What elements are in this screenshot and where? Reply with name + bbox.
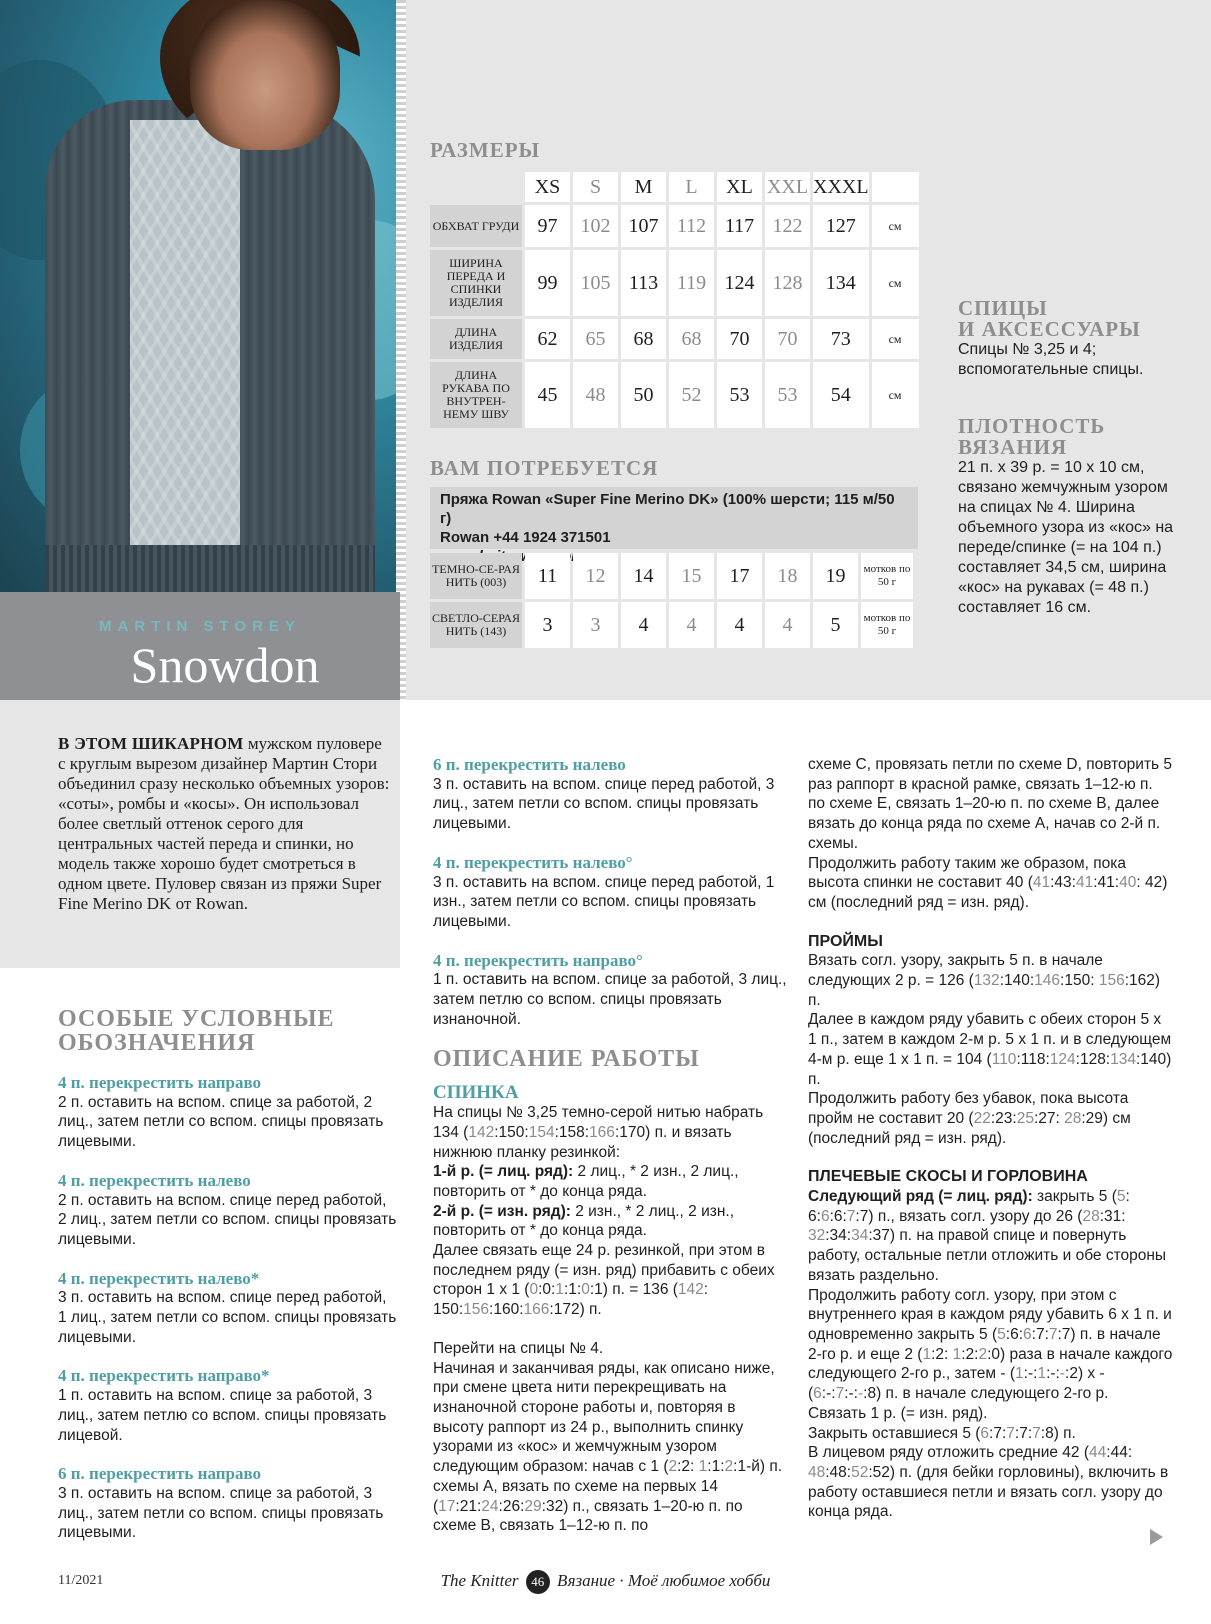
abbreviation-text: 1 п. оставить на вспом. спице за работой, 3 лиц., затем петлю со вспом. спицы провязать лицевой. xyxy=(58,1387,387,1444)
abbreviation-text: 2 п. оставить на вспом. спице перед работой, 2 лиц., затем петли со вспом. спицы провязать лицевыми. xyxy=(58,1191,397,1248)
table-cell: 48 xyxy=(573,362,618,428)
phone-line: Rowan +44 1924 371501 xyxy=(440,529,611,546)
table-cell: 3 xyxy=(573,602,618,648)
table-cell: 70 xyxy=(717,319,762,359)
size-header: M xyxy=(621,172,666,202)
table-cell: 124 xyxy=(717,250,762,316)
back-text: схеме С, провязать петли по схеме D, повторить 5 раз раппорт в красной рамке, связать 1–12-ю п. по схеме Е, связать 1–20-ю п. по схеме В, далее вязать до конца ряда по схеме А, начав со 2-й п. схемы. Продолжить работу таким же образом, пока высота спинки не составит 40 (41:43:41:41:40: 42) см (последний ряд = изн. ряд). xyxy=(808,756,1173,911)
abbreviation-text: 3 п. оставить на вспом. спице за работой, 3 лиц., затем петли со вспом. спицы провязать лицевыми. xyxy=(58,1484,384,1542)
abbreviations-heading xyxy=(58,1007,398,1055)
needles-heading-line: СПИЦЫ xyxy=(958,296,1048,320)
table-cell: 50 xyxy=(621,362,666,428)
needles-heading-line: И АКСЕССУАРЫ xyxy=(958,317,1141,341)
abbreviation-title: 4 п. перекрестить налево* xyxy=(58,1268,260,1288)
armholes-heading: ПРОЙМЫ xyxy=(808,932,883,950)
yarn-info xyxy=(430,487,918,549)
size-header: XL xyxy=(717,172,762,202)
table-cell: 11 xyxy=(525,553,570,599)
unit-cell: см xyxy=(872,205,919,247)
table-cell: 107 xyxy=(621,205,666,247)
abbreviation-title: 6 п. перекрестить направо xyxy=(58,1464,262,1484)
table-cell: 97 xyxy=(525,205,570,247)
shoulders-text: Следующий ряд (= лиц. ряд): закрыть 5 (5: 6:6:6:7:7) п., вязать согл. узору до 26 (28:31: 32:34:34:37) п. на правой спице и повернуть работу, остальные петли отложить и обе стороны вязать раздельно. Продолжить работу согл. узору, при этом с внутреннего края в каждом ряду убавить 6 х 1 п. и одновременно закрыть 5 (5:6:6:7:7:7) п. в начале 2-го р. и еще 2 (1:2: 1:2:2:0) раза в начале каждого следующего 2-го р., затем - (1:-:1:-:-:2) х - (6:-:7:-:-:8) п. в начале следующего 2-го р. Связать 1 р. (= изн. ряд). Закрыть оставшиеся 5 (6:7:7:7:7:8) п. В лицевом ряду отложить средние 42 (44:44: 48:48:52:52) п. (для бейки горловины), включить в работу оставшиеся петли и вязать согл. узору до конца ряда. xyxy=(808,1188,1173,1521)
size-header: S xyxy=(573,172,618,202)
yarn-line: Пряжа Rowan «Super Fine Merino DK» (100% шерсти; 115 м/50 г) xyxy=(440,491,895,527)
instructions-column-1 xyxy=(433,755,788,1536)
back-text: На спицы № 3,25 темно-серой нитью набрать 134 (142:150:154:158:166:170) п. и вязать нижнюю планку резинкой: 1-й р. (= лиц. ряд): 2 лиц., * 2 изн., 2 лиц., повторить от * до конца ряда. 2-й р. (= изн. ряд): 2 изн., * 2 лиц., 2 изн., повторить от * до конца ряда. Далее связать еще 24 р. резинкой, при этом в последнем ряду (= изн. ряд) прибавить с обеих сторон 1 х 1 (0:0:1:1:0:1) п. = 136 (142: 150:156:160:166:172) п. xyxy=(433,1104,775,1319)
gauge-text: 21 п. х 39 р. = 10 х 10 см, связано жемчужным узором на спицах № 4. Ширина объемного узора из «кос» на переде/спинке (= на 104 п.) составляет 34,5 см, ширина «кос» на рукавах (= 48 п.) составляет 16 см. xyxy=(958,459,1174,616)
table-cell: 102 xyxy=(573,205,618,247)
gauge-heading xyxy=(958,416,1105,458)
abbreviation-text: 3 п. оставить на вспом. спице перед работой, 1 лиц., затем петли со вспом. спицы провязать лицевыми. xyxy=(58,1289,397,1346)
table-cell: 53 xyxy=(765,362,810,428)
pattern-title: Snowdon xyxy=(130,637,320,693)
table-row xyxy=(430,553,913,599)
abbreviations-heading-line: ОБОЗНАЧЕНИЯ xyxy=(58,1030,256,1056)
table-cell: 3 xyxy=(525,602,570,648)
abbreviation-text: 3 п. оставить на вспом. спице перед работой, 1 изн., затем петли со вспом. спицы провязать лицевыми. xyxy=(433,873,775,930)
table-cell: 113 xyxy=(621,250,666,316)
gauge-heading-line: ВЯЗАНИЯ xyxy=(958,435,1068,459)
size-header: L xyxy=(669,172,714,202)
instructions-column-2 xyxy=(808,755,1173,1522)
needles-text: Спицы № 3,25 и 4; вспомогательные спицы. xyxy=(958,341,1144,378)
table-cell: 128 xyxy=(765,250,810,316)
size-header: XXXL xyxy=(813,172,869,202)
continue-arrow-icon xyxy=(1150,1529,1163,1545)
table-cell: 70 xyxy=(765,319,810,359)
row-label: ДЛИНА ИЗДЕЛИЯ xyxy=(430,319,522,359)
yarn-table xyxy=(427,550,916,651)
sizes-header-row xyxy=(430,172,919,202)
table-row xyxy=(430,602,913,648)
instructions-heading: ОПИСАНИЕ РАБОТЫ xyxy=(433,1046,700,1073)
armholes-text: Вязать согл. узору, закрыть 5 п. в начале следующих 2 р. = 126 (132:140:146:150: 156:162) п. Далее в каждом ряду убавить с обеих сторон 5 х 1 п., затем в каждом 2-м р. 5 х 1 п. и в следующем 4-м р. еще 1 х 1 п. = 104 (110:118:124:128:134:140) п. Продолжить работу без убавок, пока высота пройм не составит 20 (22:23:25:27: 28:29) см (последний ряд = изн. ряд). xyxy=(808,952,1172,1147)
table-cell: 14 xyxy=(621,553,666,599)
row-label: ДЛИНА РУКАВА ПО ВНУТРЕН-НЕМУ ШВУ xyxy=(430,362,522,428)
sweater-photo xyxy=(0,0,400,592)
table-cell: 117 xyxy=(717,205,762,247)
table-cell: 45 xyxy=(525,362,570,428)
shoulders-heading: ПЛЕЧЕВЫЕ СКОСЫ И ГОРЛОВИНА xyxy=(808,1168,1088,1186)
issue-date: 11/2021 xyxy=(58,1573,104,1588)
blank-cell xyxy=(430,172,522,202)
abbreviation-text: 3 п. оставить на вспом. спице перед работой, 3 лиц., затем петли со вспом. спицы провязать лицевыми. xyxy=(433,775,775,833)
table-cell: 54 xyxy=(813,362,869,428)
unit-cell: см xyxy=(872,319,919,359)
back-heading: СПИНКА xyxy=(433,1082,519,1104)
table-cell: 112 xyxy=(669,205,714,247)
size-header: XS xyxy=(525,172,570,202)
back-text: Перейти на спицы № 4. Начиная и заканчивая ряды, как описано ниже, при смене цвета нити перекрещивать на изнаночной стороне работы и, повторяя в высоту раппорт из 24 р., выполнить спинку узорами из «кос» и жемчужным узором следующим образом: начав с 1 (2:2: 1:1:2:1-й) п. схемы А, вязать по схеме на первых 14 (17:21:24:26:29:32) п., связать 1–20-ю п. по схеме В, связать 1–12-ю п. по xyxy=(433,1339,783,1535)
table-row xyxy=(430,319,919,359)
table-cell: 4 xyxy=(765,602,810,648)
abbreviation-title: 4 п. перекрестить направо xyxy=(58,1073,262,1092)
designer-name: MARTIN STOREY xyxy=(99,618,301,635)
page-footer xyxy=(0,1570,1211,1594)
unit-cell: мотков по 50 г xyxy=(861,553,913,599)
table-cell: 52 xyxy=(669,362,714,428)
table-row xyxy=(430,250,919,316)
materials-heading: ВАМ ПОТРЕБУЕТСЯ xyxy=(430,456,659,480)
sizes-table xyxy=(427,169,922,431)
abbreviation-text: 1 п. оставить на вспом. спице за работой, 3 лиц., затем петлю со вспом. спицы провязать изнаночной. xyxy=(433,971,787,1028)
abbreviation-title: 4 п. перекрестить направо° xyxy=(433,950,643,970)
table-cell: 68 xyxy=(621,319,666,359)
table-cell: 4 xyxy=(717,602,762,648)
intro-body: мужском пуловере с круглым вырезом дизайнер Мартин Стори объединил сразу несколько объемных узоров: «соты», ромбы и «косы». Он использовал более светлый оттенок серого для центральных частей переда и спинки, но модель также хорошо будет смотреться в одном цвете. Пуловер связан из пряжи Super Fine Merino DK от Rowan. xyxy=(58,734,390,913)
table-cell: 134 xyxy=(813,250,869,316)
intro-text xyxy=(58,734,393,914)
abbreviation-title: 4 п. перекрестить направо* xyxy=(58,1366,270,1386)
sizes-heading: РАЗМЕРЫ xyxy=(430,138,541,162)
needles-heading xyxy=(958,298,1141,340)
row-label: ТЕМНО-СЕ-РАЯ НИТЬ (003) xyxy=(430,553,522,599)
table-cell: 119 xyxy=(669,250,714,316)
table-row xyxy=(430,205,919,247)
table-cell: 65 xyxy=(573,319,618,359)
table-cell: 105 xyxy=(573,250,618,316)
magazine-name: The Knitter xyxy=(440,1570,519,1590)
table-cell: 12 xyxy=(573,553,618,599)
table-row xyxy=(430,362,919,428)
table-cell: 17 xyxy=(717,553,762,599)
table-cell: 122 xyxy=(765,205,810,247)
unit-cell: см xyxy=(872,250,919,316)
intro-lead: В ЭТОМ ШИКАРНОМ xyxy=(58,734,244,753)
table-cell: 127 xyxy=(813,205,869,247)
magazine-tagline: Вязание · Моё любимое хобби xyxy=(556,1570,771,1590)
abbreviation-title: 4 п. перекрестить налево xyxy=(58,1170,251,1190)
page-number: 46 xyxy=(526,1570,550,1594)
gauge-heading-line: ПЛОТНОСТЬ xyxy=(958,414,1106,438)
blank-cell xyxy=(872,172,919,202)
size-header: XXL xyxy=(765,172,810,202)
unit-cell: см xyxy=(872,362,919,428)
table-cell: 68 xyxy=(669,319,714,359)
table-cell: 4 xyxy=(669,602,714,648)
unit-cell: мотков по 50 г xyxy=(861,602,913,648)
abbreviation-text: 2 п. оставить на вспом. спице за работой, 2 лиц., затем петли со вспом. спицы провязать лицевыми. xyxy=(58,1093,384,1151)
table-cell: 5 xyxy=(813,602,858,648)
abbreviations-column xyxy=(58,1007,398,1543)
table-cell: 99 xyxy=(525,250,570,316)
row-label: СВЕТЛО-СЕРАЯ НИТЬ (143) xyxy=(430,602,522,648)
abbreviation-title: 4 п. перекрестить налево° xyxy=(433,852,633,872)
abbreviation-title: 6 п. перекрестить налево xyxy=(433,755,626,774)
abbreviations-heading-line: ОСОБЫЕ УСЛОВНЫЕ xyxy=(58,1006,335,1032)
row-label: ШИРИНА ПЕРЕДА И СПИНКИ ИЗДЕЛИЯ xyxy=(430,250,522,316)
table-cell: 62 xyxy=(525,319,570,359)
table-cell: 53 xyxy=(717,362,762,428)
table-cell: 19 xyxy=(813,553,858,599)
table-cell: 4 xyxy=(621,602,666,648)
table-cell: 73 xyxy=(813,319,869,359)
table-cell: 15 xyxy=(669,553,714,599)
row-label: ОБХВАТ ГРУДИ xyxy=(430,205,522,247)
table-cell: 18 xyxy=(765,553,810,599)
